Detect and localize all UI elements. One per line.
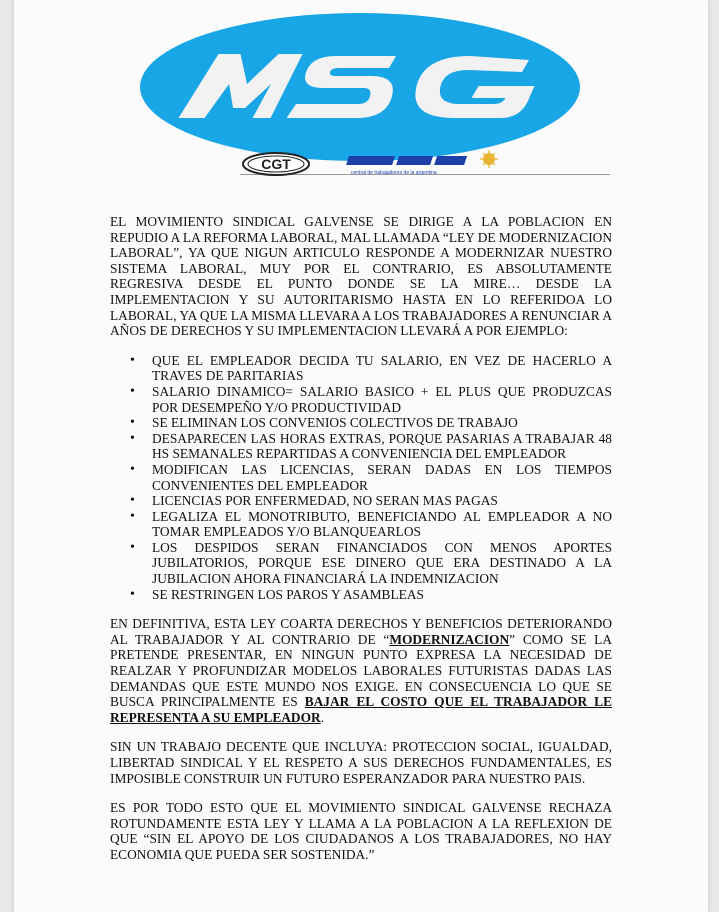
cgt-logo xyxy=(241,152,311,176)
reform-effects-list xyxy=(110,353,612,603)
cta-logo-subtitle: central de trabajadores de la argentina xyxy=(351,170,437,176)
list-item: • SE ELIMINAN LOS CONVENIOS COLECTIVOS DE TRABAJO xyxy=(152,415,612,431)
closing-paragraph: ES POR TODO ESTO QUE EL MOVIMIENTO SINDICAL GALVENSE RECHAZA ROTUNDAMENTE ESTA LEY Y LLAMA A LA POBLACION A LA REFLEXION DE QUE “SIN EL APOYO DE LOS CIUDADANOS A LOS TRABAJADORES, NO HAY ECONOMIA QUE PUEDA SER SOSTENIDA.” xyxy=(110,800,612,862)
conclusion-text-c: . xyxy=(320,709,325,725)
svg-text:CGT xyxy=(261,156,291,172)
document-body xyxy=(110,214,612,877)
list-item: • QUE EL EMPLEADOR DECIDA TU SALARIO, EN VEZ DE HACERLO A TRAVES DE PARITARIAS xyxy=(152,353,612,384)
list-item: • SE RESTRINGEN LOS PAROS Y ASAMBLEAS xyxy=(152,587,612,603)
list-item: • SALARIO DINAMICO= SALARIO BASICO + EL PLUS QUE PRODUZCAS POR DESEMPEÑO Y/O PRODUCTIVIDAD xyxy=(152,384,612,415)
modernizacion-emphasis: MODERNIZACION xyxy=(389,631,510,647)
conclusion-paragraph xyxy=(110,616,612,725)
cta-logo xyxy=(341,150,511,176)
intro-paragraph: EL MOVIMIENTO SINDICAL GALVENSE SE DIRIGE A LA POBLACION EN REPUDIO A LA REFORMA LABORAL, MAL LLAMADA “LEY DE MODERNIZACION LABORAL”, YA QUE NIGUN ARTICULO RESPONDE A MODERNIZAR NUESTRO SISTEMA LABORAL, MUY POR EL CONTRARIO, ES ABSOLUTAMENTE REGRESIVA DESDE EL PUNTO DONDE SE LA MIRE… DESDE LA IMPLEMENTACION Y SU AUTORITARISMO HASTA EN LO REFERIDOA LO LABORAL, YA QUE LA MISMA LLEVARA A LOS TRABAJADORES A RENUNCIAR A AÑOS DE DERECHOS Y SU IMPLEMENTACION LLEVARÁ A POR EJEMPLO: xyxy=(110,214,612,339)
header-logo xyxy=(0,0,719,200)
decent-work-paragraph: SIN UN TRABAJO DECENTE QUE INCLUYA: PROTECCION SOCIAL, IGUALDAD, LIBERTAD SINDICAL Y EL RESPETO A SUS DERECHOS FUNDAMENTALES, ES IMPOSIBLE CONSTRUIR UN FUTURO ESPERANZADOR PARA NUESTRO PAIS. xyxy=(110,739,612,786)
list-item: • MODIFICAN LAS LICENCIAS, SERAN DADAS EN LOS TIEMPOS CONVENIENTES DEL EMPLEADOR xyxy=(152,462,612,493)
svg-text:central de trabajadores de la xyxy=(351,170,437,176)
list-item: • DESAPARECEN LAS HORAS EXTRAS, PORQUE PASARIAS A TRABAJAR 48 HS SEMANALES REPARTIDAS A CONVENIENCIA DEL EMPLEADOR xyxy=(152,431,612,462)
conclusion-text-a: EN DEFINITIVA, ESTA LEY COARTA DERECHOS Y BENEFICIOS DETERIORANDO AL TRABAJADOR Y AL CONTRARIO DE “ xyxy=(110,616,612,647)
list-item: • LEGALIZA EL MONOTRIBUTO, BENEFICIANDO AL EMPLEADOR A NO TOMAR EMPLEADOS Y/O BLANQUEARLOS xyxy=(152,509,612,540)
cost-emphasis: BAJAR EL COSTO QUE EL TRABAJADOR LE REPRESENTA A SU EMPLEADOR xyxy=(110,694,612,725)
cgt-logo-text: CGT xyxy=(261,156,291,172)
list-item: • LOS DESPIDOS SERAN FINANCIADOS CON MENOS APORTES JUBILATORIOS, PORQUE ESE DINERO QUE ERA DESTINADO A LA JUBILACION AHORA FINANCIARÁ LA INDEMNIZACION xyxy=(152,540,612,587)
conclusion-text-b: ” COMO SE LA PRETENDE PRESENTAR, EN NINGUN PUNTO EXPRESA LA NECESIDAD DE REALZAR Y PROFUNDIZAR MODELOS LABORALES FUTURISTAS DADAS LAS DEMANDAS QUE ESTE MUNDO NOS EXIGE. EN CONSECUENCIA LO QUE SE BUSCA PRINCIPALMENTE ES xyxy=(110,631,612,710)
msg-logo xyxy=(140,40,580,130)
list-item: • LICENCIAS POR ENFERMEDAD, NO SERAN MAS PAGAS xyxy=(152,493,612,509)
